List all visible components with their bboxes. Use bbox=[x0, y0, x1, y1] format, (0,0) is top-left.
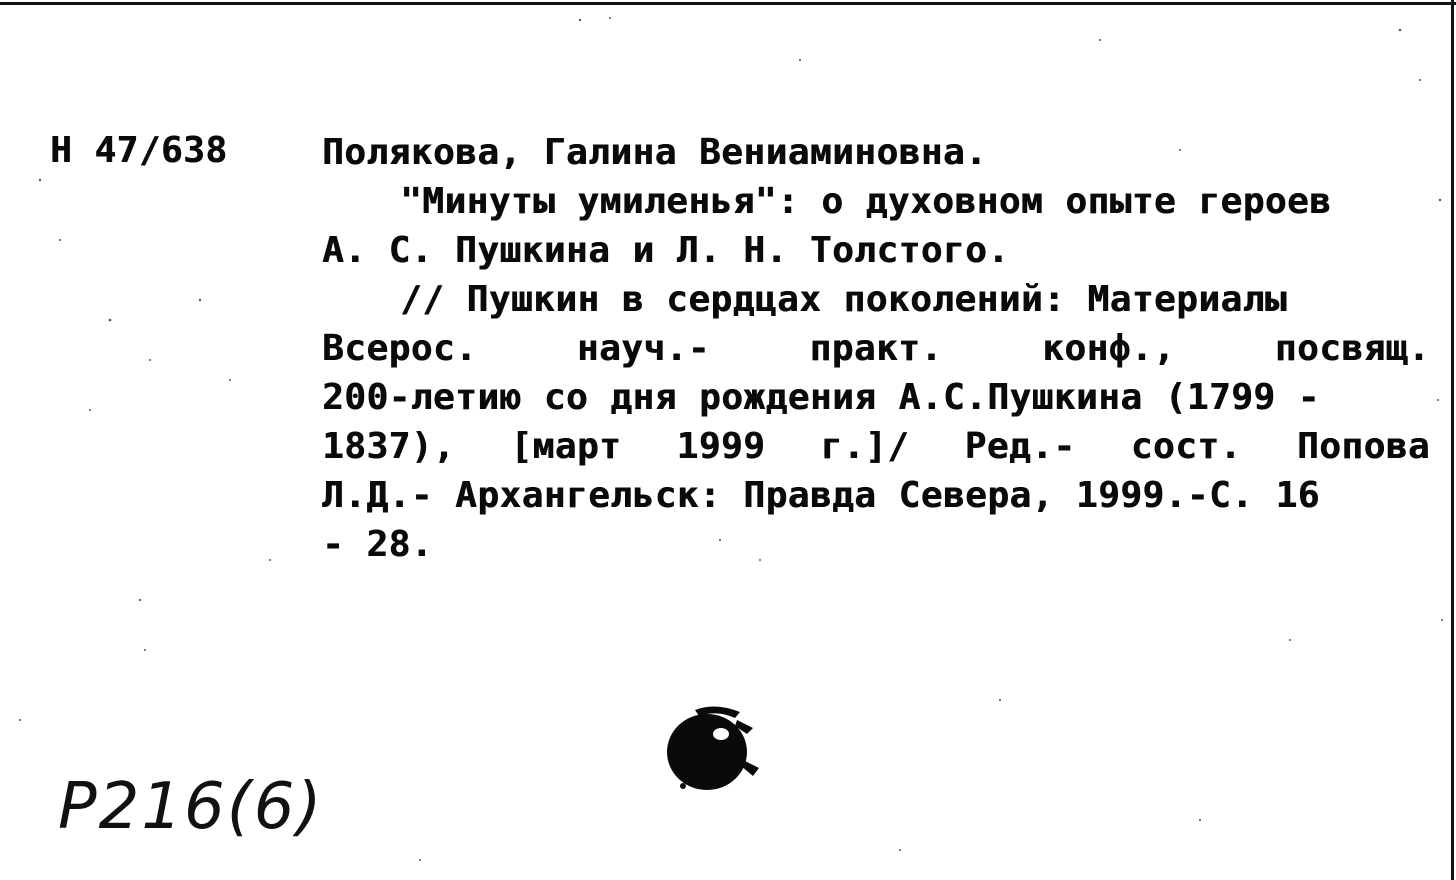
publication-line: Л.Д.- Архангельск: Правда Севера, 1999.-С. 16 bbox=[322, 475, 1320, 516]
punch-hole-icon bbox=[655, 700, 775, 800]
author-line: Полякова, Галина Вениаминовна. bbox=[322, 132, 988, 173]
title-line: "Минуты умиленья": о духовном опыте героев bbox=[400, 181, 1332, 222]
pages-line: - 28. bbox=[322, 524, 433, 565]
call-number: Н 47/638 bbox=[50, 130, 228, 171]
handwritten-shelf-mark: P216(6) bbox=[58, 770, 324, 844]
source-continuation-line-2: 200-летию со дня рождения А.С.Пушкина (1799 - bbox=[322, 377, 1320, 418]
source-continuation-line-1: Всерос. науч.- практ. конф., посвящ. bbox=[322, 328, 1430, 369]
card-right-border bbox=[1451, 0, 1454, 880]
bibliographic-entry bbox=[322, 128, 1430, 569]
source-continuation-line-3: 1837), [март 1999 г.]/ Ред.- сост. Попова bbox=[322, 426, 1430, 467]
card-top-border bbox=[0, 2, 1456, 5]
source-line: // Пушкин в сердцах поколений: Материалы bbox=[400, 279, 1287, 320]
title-continuation-line: А. С. Пушкина и Л. Н. Толстого. bbox=[322, 230, 1010, 271]
